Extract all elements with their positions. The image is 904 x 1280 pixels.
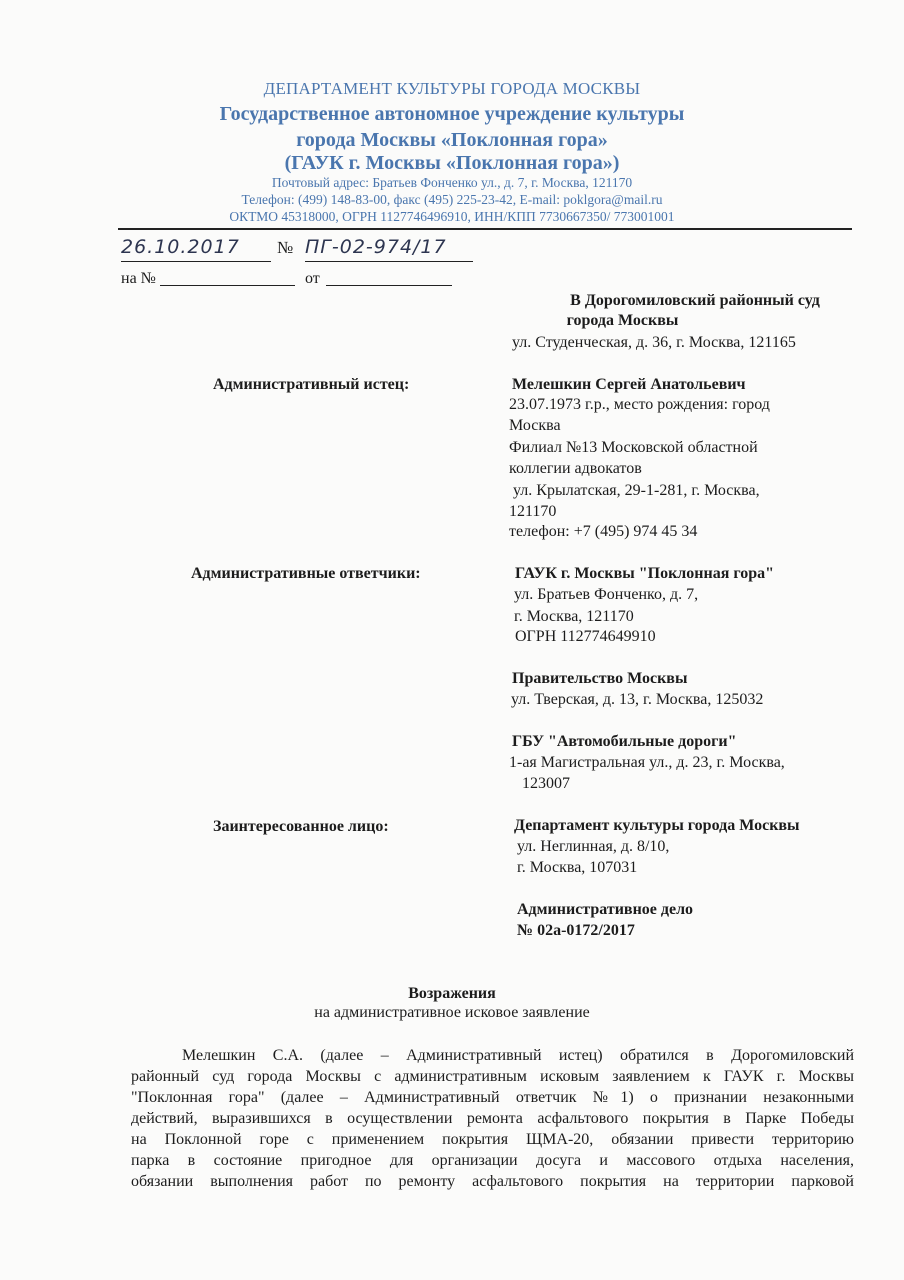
letterhead-org-line1: Государственное автономное учреждение культуры [219, 103, 685, 125]
interested-line: г. Москва, 107031 [517, 859, 638, 876]
addressee-line3: ул. Студенческая, д. 36, г. Москва, 121165 [512, 334, 796, 351]
plaintiff-label: Административный истец: [213, 376, 410, 393]
defendant3-line: 123007 [522, 775, 570, 792]
plaintiff-name: Мелешкин Сергей Анатольевич [512, 376, 746, 393]
document-title: Возражения [408, 985, 496, 1002]
reference-row [121, 268, 452, 288]
plaintiff-line: Филиал №13 Московской областной [509, 439, 758, 456]
interested-line: ул. Неглинная, д. 8/10, [517, 838, 670, 855]
defendant3-line: 1-ая Магистральная ул., д. 23, г. Москва, [509, 754, 785, 771]
defendant1-line: г. Москва, 121170 [514, 608, 634, 625]
body-line: парка в состояние пригодное для организации досуга и массового отдыха населения, [131, 1152, 854, 1169]
reference-date-blank [326, 268, 452, 286]
interested-label: Заинтересованное лицо: [213, 818, 389, 835]
plaintiff-line: 121170 [509, 503, 557, 520]
registration-number-label: № [277, 238, 294, 257]
reference-label: на № [121, 270, 156, 287]
case-number: № 02а-0172/2017 [517, 922, 635, 939]
body-line: действий, выразившихся в осуществлении ремонта асфальтового покрытия в Парке Победы [131, 1110, 854, 1127]
reference-from-label: от [304, 270, 320, 287]
registration-number: ПГ-02-974/17 [305, 235, 473, 262]
body-line: районный суд города Москвы с административным исковым заявлением к ГАУК г. Москвы [131, 1068, 854, 1085]
letterhead-codes: ОКТМО 45318000, ОГРН 1127746496910, ИНН/КПП 7730667350/ 773001001 [229, 209, 675, 224]
addressee-line2: города Москвы [566, 312, 679, 329]
body-line: обязании выполнения работ по ремонту асфальтового покрытия на территории парковой [131, 1173, 854, 1190]
defendant3-name: ГБУ "Автомобильные дороги" [512, 733, 737, 750]
addressee-line1: В Дорогомиловский районный суд [570, 292, 820, 309]
plaintiff-line: телефон: +7 (495) 974 45 34 [509, 523, 698, 540]
registration-date: 26.10.2017 [121, 235, 271, 262]
defendant2-name: Правительство Москвы [512, 670, 688, 687]
plaintiff-line: 23.07.1973 г.р., место рождения: город [509, 396, 770, 413]
plaintiff-line: коллегии адвокатов [509, 460, 642, 477]
body-paragraph [131, 1045, 854, 1192]
plaintiff-line: Москва [509, 417, 561, 434]
document-subtitle: на административное исковое заявление [314, 1004, 590, 1021]
body-line: на Поклонной горе с применением покрытия ЩМА-20, обязании привести территорию [131, 1131, 854, 1148]
defendant1-line: ул. Братьев Фонченко, д. 7, [514, 586, 699, 603]
letterhead-org-line2: города Москвы «Поклонная гора» [296, 129, 608, 151]
letterhead-divider [118, 228, 852, 230]
interested-name: Департамент культуры города Москвы [514, 817, 800, 834]
defendants-label: Административные ответчики: [191, 565, 421, 582]
letterhead-address: Почтовый адрес: Братьев Фонченко ул., д. 7, г. Москва, 121170 [271, 175, 633, 190]
case-line1: Административное дело [517, 901, 694, 918]
letterhead-department: ДЕПАРТАМЕНТ КУЛЬТУРЫ ГОРОДА МОСКВЫ [263, 79, 641, 98]
defendant2-line: ул. Тверская, д. 13, г. Москва, 125032 [511, 691, 764, 708]
plaintiff-line: ул. Крылатская, 29-1-281, г. Москва, [509, 482, 760, 499]
body-line: Мелешкин С.А. (далее – Административный истец) обратился в Дорогомиловский [182, 1047, 854, 1064]
reference-number-blank [160, 268, 295, 286]
defendant1-line: ОГРН 112774649910 [515, 628, 656, 645]
letterhead-phones: Телефон: (499) 148-83-00, факс (495) 225-23-42, E-mail: poklgora@mail.ru [241, 192, 663, 207]
body-line: "Поклонная гора" (далее – Административный ответчик №1) о признании незаконными [131, 1089, 854, 1106]
defendant1-name: ГАУК г. Москвы "Поклонная гора" [515, 565, 774, 582]
letterhead-org-line3: (ГАУК г. Москвы «Поклонная гора») [284, 152, 620, 174]
